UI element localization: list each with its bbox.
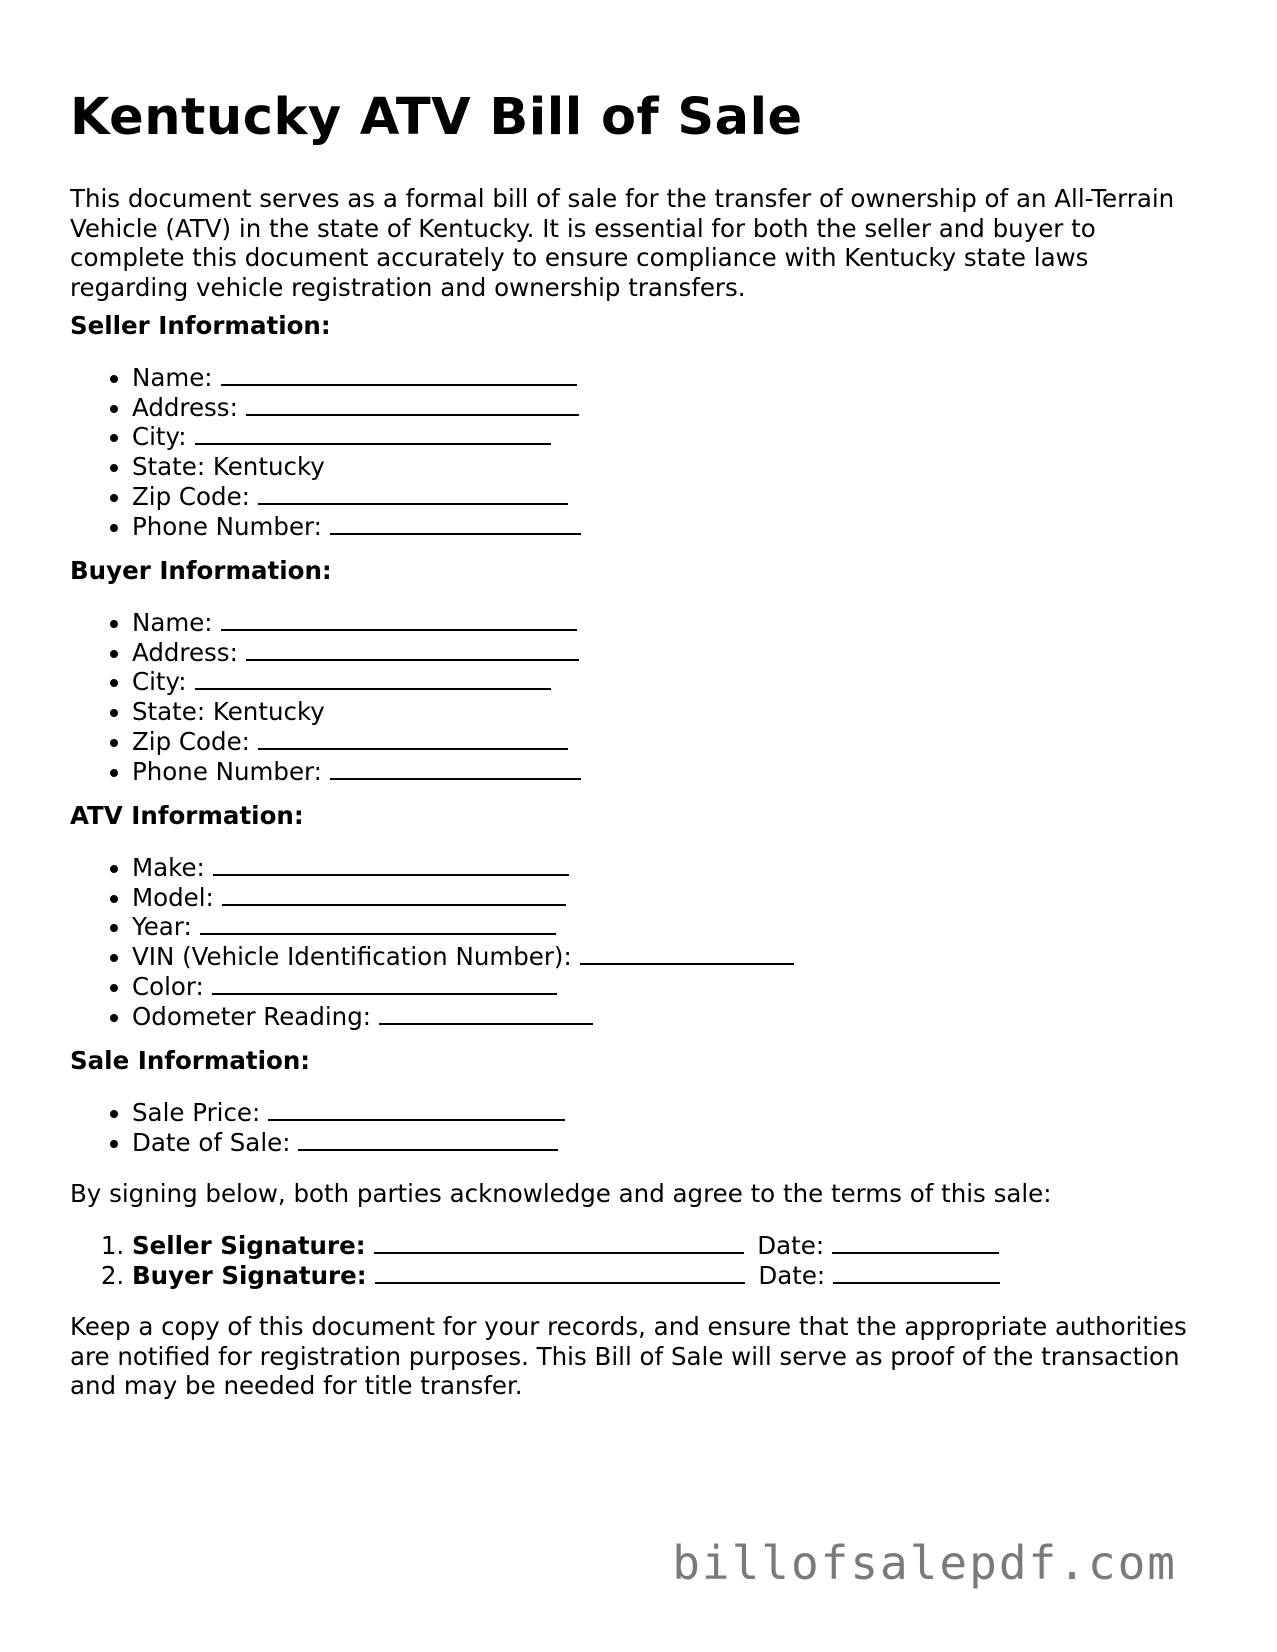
buyer-address-blank[interactable] xyxy=(246,658,579,661)
buyer-state-field: • State: Kentucky xyxy=(132,697,581,727)
atv-year-blank[interactable] xyxy=(200,932,556,935)
buyer-zip-blank[interactable] xyxy=(258,747,568,750)
atv-model-field[interactable]: • Model: xyxy=(132,883,794,913)
buyer-name-blank[interactable] xyxy=(221,628,577,631)
buyer-zip-field[interactable]: • Zip Code: xyxy=(132,727,581,757)
seller-phone-field[interactable]: • Phone Number: xyxy=(132,512,581,542)
atv-year-field[interactable]: • Year: xyxy=(132,912,794,942)
seller-city-field[interactable]: • City: xyxy=(132,422,581,452)
seller-date-blank[interactable] xyxy=(832,1251,999,1254)
sale-price-field[interactable]: • Sale Price: xyxy=(132,1098,565,1128)
buyer-date-blank[interactable] xyxy=(833,1281,1000,1284)
watermark: billofsalepdf.com xyxy=(672,1536,1177,1590)
atv-make-blank[interactable] xyxy=(213,873,569,876)
buyer-fields xyxy=(70,608,581,786)
seller-zip-field[interactable]: • Zip Code: xyxy=(132,482,581,512)
atv-model-blank[interactable] xyxy=(222,903,566,906)
sale-date-field[interactable]: • Date of Sale: xyxy=(132,1128,565,1158)
seller-name-blank[interactable] xyxy=(221,383,577,386)
atv-color-blank[interactable] xyxy=(212,992,557,995)
buyer-signature-blank[interactable] xyxy=(375,1281,745,1284)
sale-date-blank[interactable] xyxy=(298,1148,558,1151)
seller-signature-blank[interactable] xyxy=(374,1251,744,1254)
seller-address-blank[interactable] xyxy=(246,413,579,416)
seller-zip-blank[interactable] xyxy=(258,502,568,505)
atv-odometer-field[interactable]: • Odometer Reading: xyxy=(132,1002,794,1032)
atv-fields xyxy=(70,853,794,1031)
buyer-heading: Buyer Information: xyxy=(70,556,332,585)
buyer-name-field[interactable]: • Name: xyxy=(132,608,581,638)
seller-signature-line[interactable]: 1. Seller Signature: Date: xyxy=(132,1231,1000,1261)
sale-fields xyxy=(70,1098,565,1157)
buyer-signature-line[interactable]: 2. Buyer Signature: Date: xyxy=(132,1261,1000,1291)
buyer-city-field[interactable]: • City: xyxy=(132,667,581,697)
seller-state-field: • State: Kentucky xyxy=(132,452,581,482)
buyer-city-blank[interactable] xyxy=(195,687,551,690)
acknowledgement-text: By signing below, both parties acknowledge and agree to the terms of this sale: xyxy=(70,1179,1052,1208)
buyer-address-field[interactable]: • Address: xyxy=(132,638,581,668)
page-title: Kentucky ATV Bill of Sale xyxy=(70,88,803,147)
atv-odometer-blank[interactable] xyxy=(379,1022,593,1025)
seller-fields xyxy=(70,363,581,541)
sale-price-blank[interactable] xyxy=(268,1118,565,1121)
atv-make-field[interactable]: • Make: xyxy=(132,853,794,883)
atv-color-field[interactable]: • Color: xyxy=(132,972,794,1002)
closing-paragraph: Keep a copy of this document for your records, and ensure that the appropriate authorities are notified for registration purposes. This Bill of Sale will serve as proof of the transaction and may be needed for title transfer. xyxy=(70,1312,1187,1401)
seller-heading: Seller Information: xyxy=(70,311,331,340)
seller-name-field[interactable]: • Name: xyxy=(132,363,581,393)
seller-phone-blank[interactable] xyxy=(330,532,581,535)
atv-vin-blank[interactable] xyxy=(580,962,794,965)
intro-paragraph: This document serves as a formal bill of sale for the transfer of ownership of an All-Terrain Vehicle (ATV) in the state of Kentucky. It is essential for both the seller and buyer to complete this document accurately to ensure compliance with Kentucky state laws regarding vehicle registration and ownership transfers. xyxy=(70,184,1175,303)
buyer-phone-blank[interactable] xyxy=(330,777,581,780)
buyer-phone-field[interactable]: • Phone Number: xyxy=(132,757,581,787)
atv-vin-field[interactable]: • VIN (Vehicle Identification Number): xyxy=(132,942,794,972)
seller-address-field[interactable]: • Address: xyxy=(132,393,581,423)
atv-heading: ATV Information: xyxy=(70,801,304,830)
seller-city-blank[interactable] xyxy=(195,442,551,445)
sale-heading: Sale Information: xyxy=(70,1046,311,1075)
signature-list xyxy=(70,1231,1000,1290)
